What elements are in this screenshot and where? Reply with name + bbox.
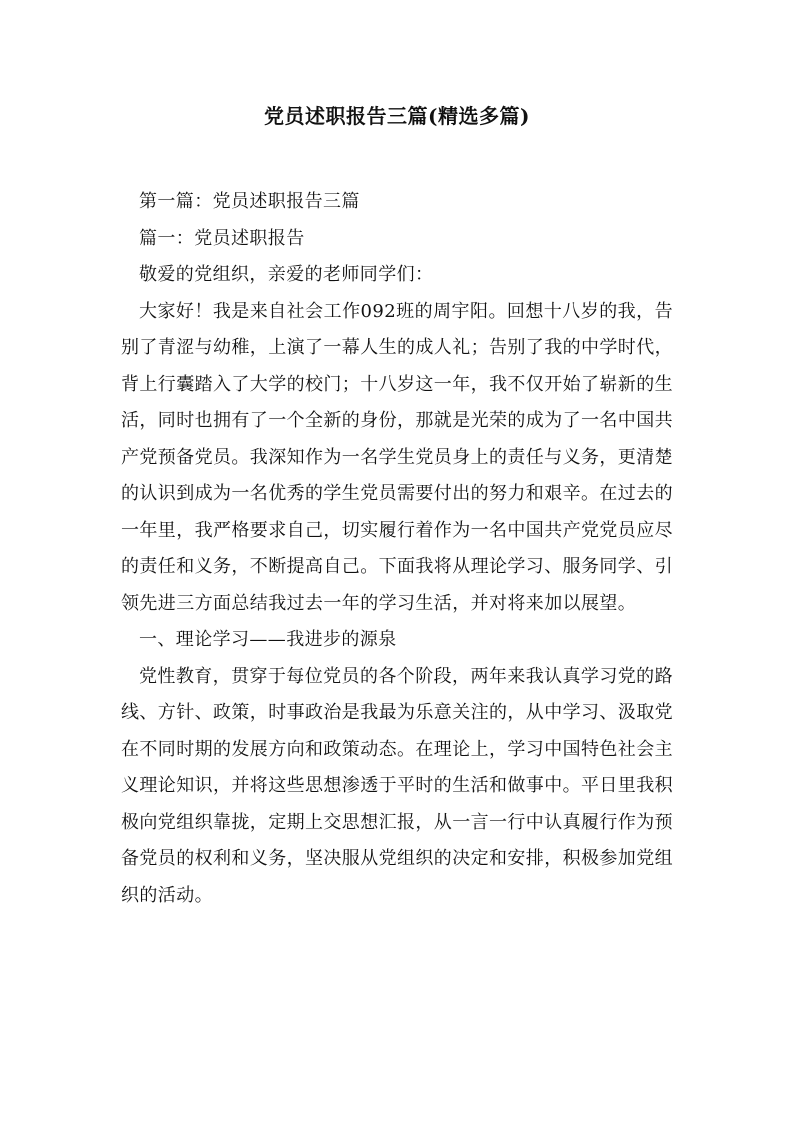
section-heading: 一、理论学习——我进步的源泉 <box>139 629 397 650</box>
salutation: 敬爱的党组织，亲爱的老师同学们： <box>139 264 434 285</box>
section-heading: 第一篇：党员述职报告三篇 <box>139 191 360 212</box>
body-paragraph: 大家好！我是来自社会工作092班的周宇阳。回想十八岁的我，告别了青涩与幼稚，上演了一幕人生的成人礼；告别了我的中学时代，背上行囊踏入了大学的校门；十八岁这一年，我不仅开始了崭新的生活，同时也拥有了一个全新的身份，那就是光荣的成为了一名中国共产党预备党员。我深知作为一名学生党员身上的责任与义务，更清楚的认识到成为一名优秀的学生党员需要付出的努力和艰辛。在过去的一年里，我严格要求自己，切实履行着作为一名中国共产党党员应尽的责任和义务，不断提高自己。下面我将从理论学习、服务同学、引领先进三方面总结我过去一年的学习生活，并对将来加以展望。 <box>121 300 673 614</box>
subsection-heading: 篇一：党员述职报告 <box>139 227 305 249</box>
body-paragraph: 党性教育，贯穿于每位党员的各个阶段，两年来我认真学习党的路线、方针、政策，时事政治是我最为乐意关注的，从中学习、汲取党在不同时期的发展方向和政策动态。在理论上，学习中国特色社会主义理论知识，并将这些思想渗透于平时的生活和做事中。平日里我积极向党组织靠拢，定期上交思想汇报，从一言一行中认真履行作为预备党员的权利和义务，坚决服从党组织的决定和安排，积极参加党组织的活动。 <box>121 665 673 906</box>
document-title: 党员述职报告三篇(精选多篇) <box>264 104 530 128</box>
document-body <box>121 184 673 914</box>
